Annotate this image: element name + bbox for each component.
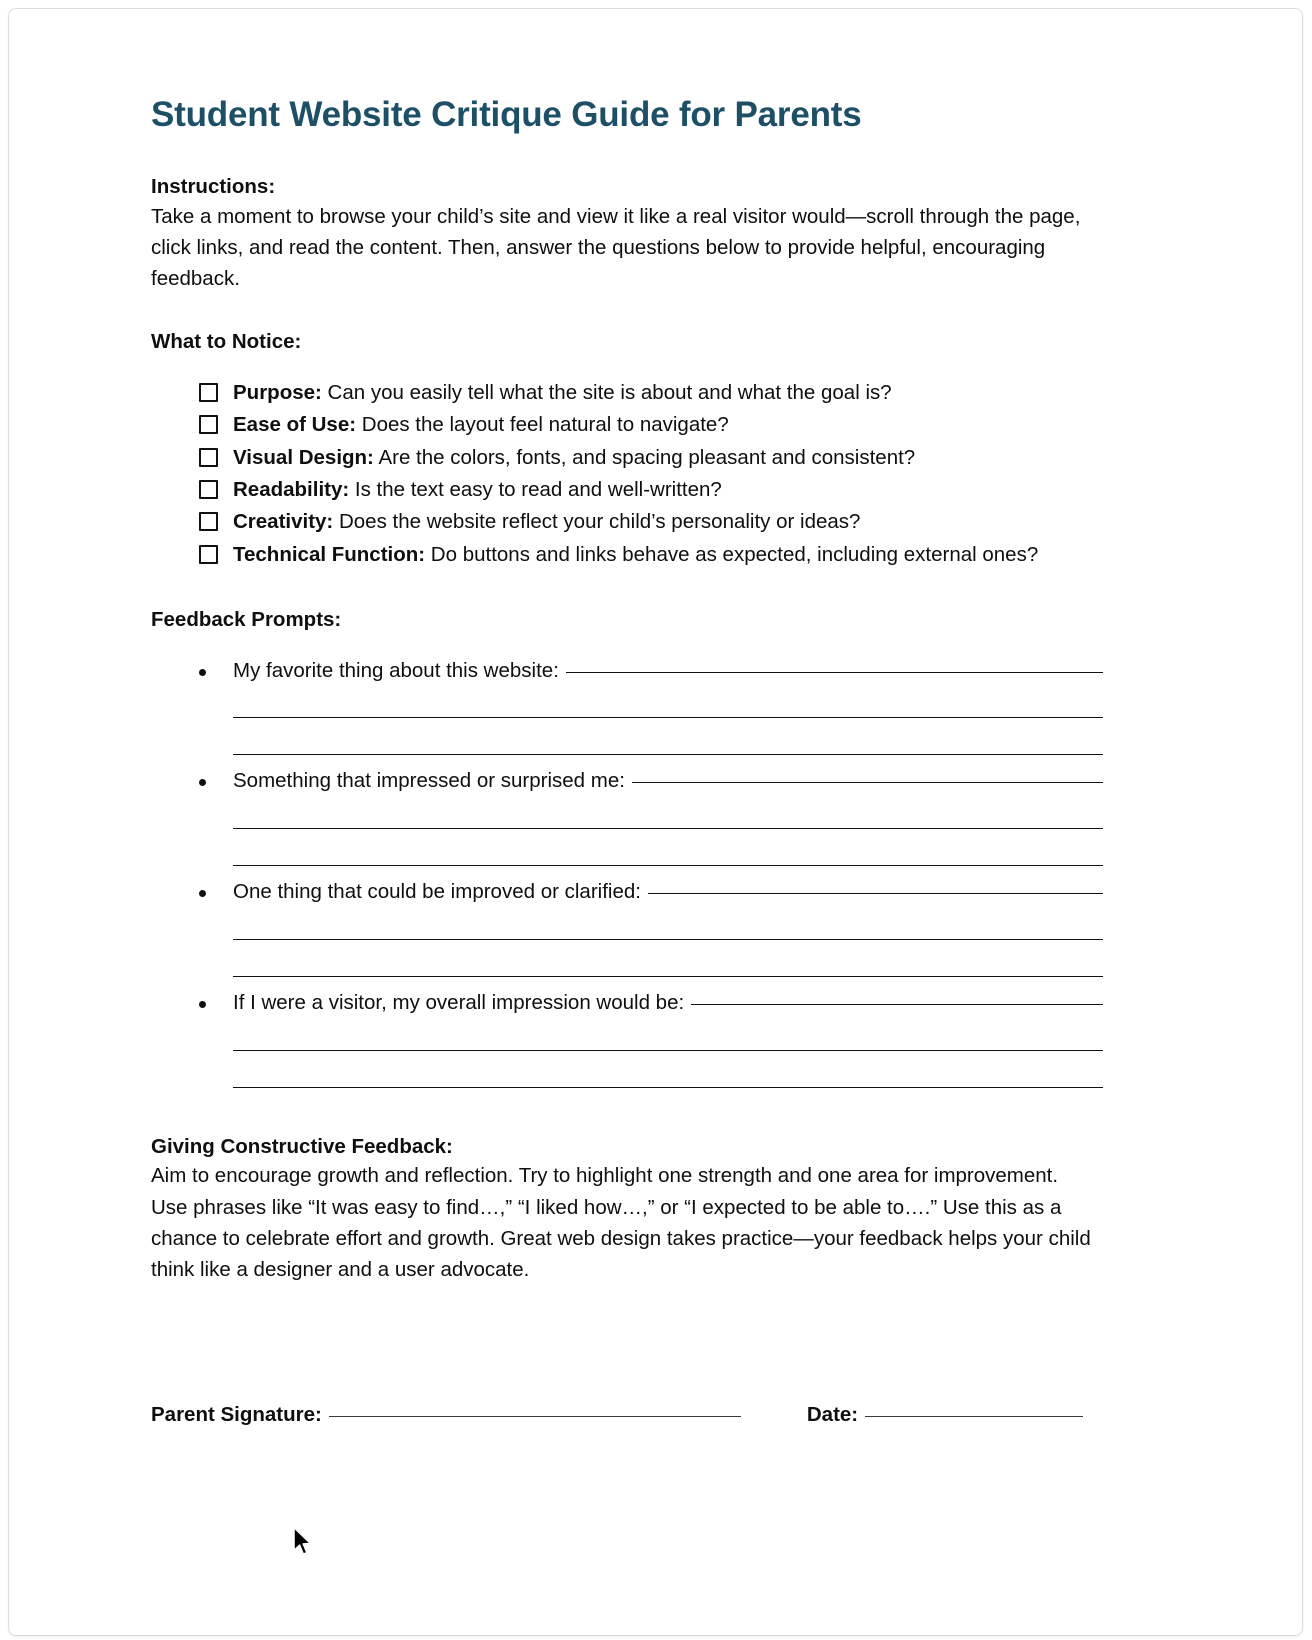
prompt-row — [199, 988, 1111, 1019]
spacer — [151, 572, 1111, 606]
spacer — [151, 356, 1111, 378]
write-in-blank[interactable] — [233, 723, 1111, 760]
write-in-blank[interactable] — [233, 1056, 1111, 1093]
what-to-notice-heading: What to Notice: — [151, 330, 302, 354]
list-item-text — [233, 540, 1038, 570]
spacer — [151, 634, 1111, 656]
write-in-blank[interactable] — [233, 908, 1111, 945]
write-in-blank[interactable] — [233, 686, 1111, 723]
write-in-blank[interactable] — [691, 1004, 1103, 1005]
prompt-row — [199, 766, 1111, 797]
checklist-text: Do buttons and links behave as expected, including external ones? — [425, 542, 1039, 566]
list-item — [199, 988, 1111, 1093]
feedback-prompts-heading: Feedback Prompts: — [151, 608, 342, 632]
prompt-question: If I were a visitor, my overall impression would be: — [233, 990, 685, 1014]
constructive-feedback-body: Aim to encourage growth and reflection. Try to highlight one strength and one area for improvement. Use phrases like “It was easy to find…,” “I liked how…,” or “I expected to be able to….” Use this as a chance to celebrate effort and growth. Great web design takes practice—your feedback helps your child think like a designer and a user advocate. — [151, 1164, 1091, 1281]
prompt-question: My favorite thing about this website: — [233, 658, 559, 682]
checkbox-icon[interactable] — [199, 383, 218, 402]
list-item-text — [233, 410, 729, 440]
constructive-feedback-heading: Giving Constructive Feedback: — [151, 1134, 453, 1158]
checklist-text: Is the text easy to read and well-written? — [349, 478, 722, 502]
checklist-text: Are the colors, fonts, and spacing pleasant and consistent? — [373, 445, 916, 469]
checklist-text: Does the website reflect your child’s personality or ideas? — [333, 510, 861, 534]
write-in-blank[interactable] — [233, 834, 1111, 871]
list-item — [199, 378, 1111, 408]
checklist-label: Purpose: — [233, 381, 322, 405]
bullet-icon — [199, 1001, 206, 1008]
feedback-prompts-section — [151, 606, 1111, 1093]
checklist-label: Readability: — [233, 478, 350, 502]
what-to-notice-list — [151, 378, 1111, 570]
page-title: Student Website Critique Guide for Parents — [151, 95, 862, 134]
write-in-blank[interactable] — [648, 893, 1103, 894]
checkbox-icon[interactable] — [199, 545, 218, 564]
write-in-blank[interactable] — [632, 782, 1103, 783]
spacer — [151, 1285, 1111, 1403]
list-item — [199, 410, 1111, 440]
checkbox-icon[interactable] — [199, 415, 218, 434]
list-item — [199, 877, 1111, 982]
date-label: Date: — [806, 1403, 859, 1426]
instructions-section — [151, 173, 1111, 294]
write-in-blank[interactable] — [233, 945, 1111, 982]
feedback-prompts-list — [151, 656, 1111, 1093]
checkbox-icon[interactable] — [199, 480, 218, 499]
list-item — [199, 656, 1111, 761]
write-in-blank[interactable] — [233, 797, 1111, 834]
checklist-label: Technical Function: — [233, 542, 426, 566]
what-to-notice-section — [151, 328, 1111, 570]
prompt-question: One thing that could be improved or clarified: — [233, 880, 641, 904]
bullet-icon — [199, 669, 206, 676]
constructive-feedback-section — [151, 1133, 1111, 1285]
document-content — [151, 95, 1111, 1427]
list-item-text — [233, 443, 915, 473]
document-page — [8, 8, 1303, 1636]
list-item-text — [233, 507, 860, 537]
instructions-heading: Instructions: — [151, 175, 276, 199]
list-item — [199, 766, 1111, 871]
instructions-body: Take a moment to browse your child’s site and view it like a real visitor would—scroll through the page, click links, and read the content. Then, answer the questions below to provide helpful, encouraging feedback. — [151, 204, 1081, 291]
parent-signature-field[interactable] — [329, 1416, 741, 1417]
checklist-text: Does the layout feel natural to navigate? — [356, 413, 729, 437]
prompt-question: Something that impressed or surprised me: — [233, 769, 625, 793]
checklist-label: Ease of Use: — [233, 413, 357, 437]
list-item — [199, 443, 1111, 473]
checklist-label: Visual Design: — [233, 445, 374, 469]
checklist-text: Can you easily tell what the site is about and what the goal is? — [321, 381, 892, 405]
write-in-blank[interactable] — [566, 672, 1103, 673]
list-item-text — [233, 378, 892, 408]
spacer — [151, 294, 1111, 328]
date-field[interactable] — [865, 1416, 1083, 1417]
prompt-row — [199, 656, 1111, 687]
checkbox-icon[interactable] — [199, 448, 218, 467]
checkbox-icon[interactable] — [199, 512, 218, 531]
list-item — [199, 540, 1111, 570]
list-item — [199, 507, 1111, 537]
signature-row — [151, 1403, 1111, 1427]
parent-signature-label: Parent Signature: — [151, 1403, 322, 1426]
write-in-blank[interactable] — [233, 1019, 1111, 1056]
prompt-row — [199, 877, 1111, 908]
checklist-label: Creativity: — [233, 510, 334, 534]
list-item — [199, 475, 1111, 505]
spacer — [151, 1099, 1111, 1133]
list-item-text — [233, 475, 722, 505]
